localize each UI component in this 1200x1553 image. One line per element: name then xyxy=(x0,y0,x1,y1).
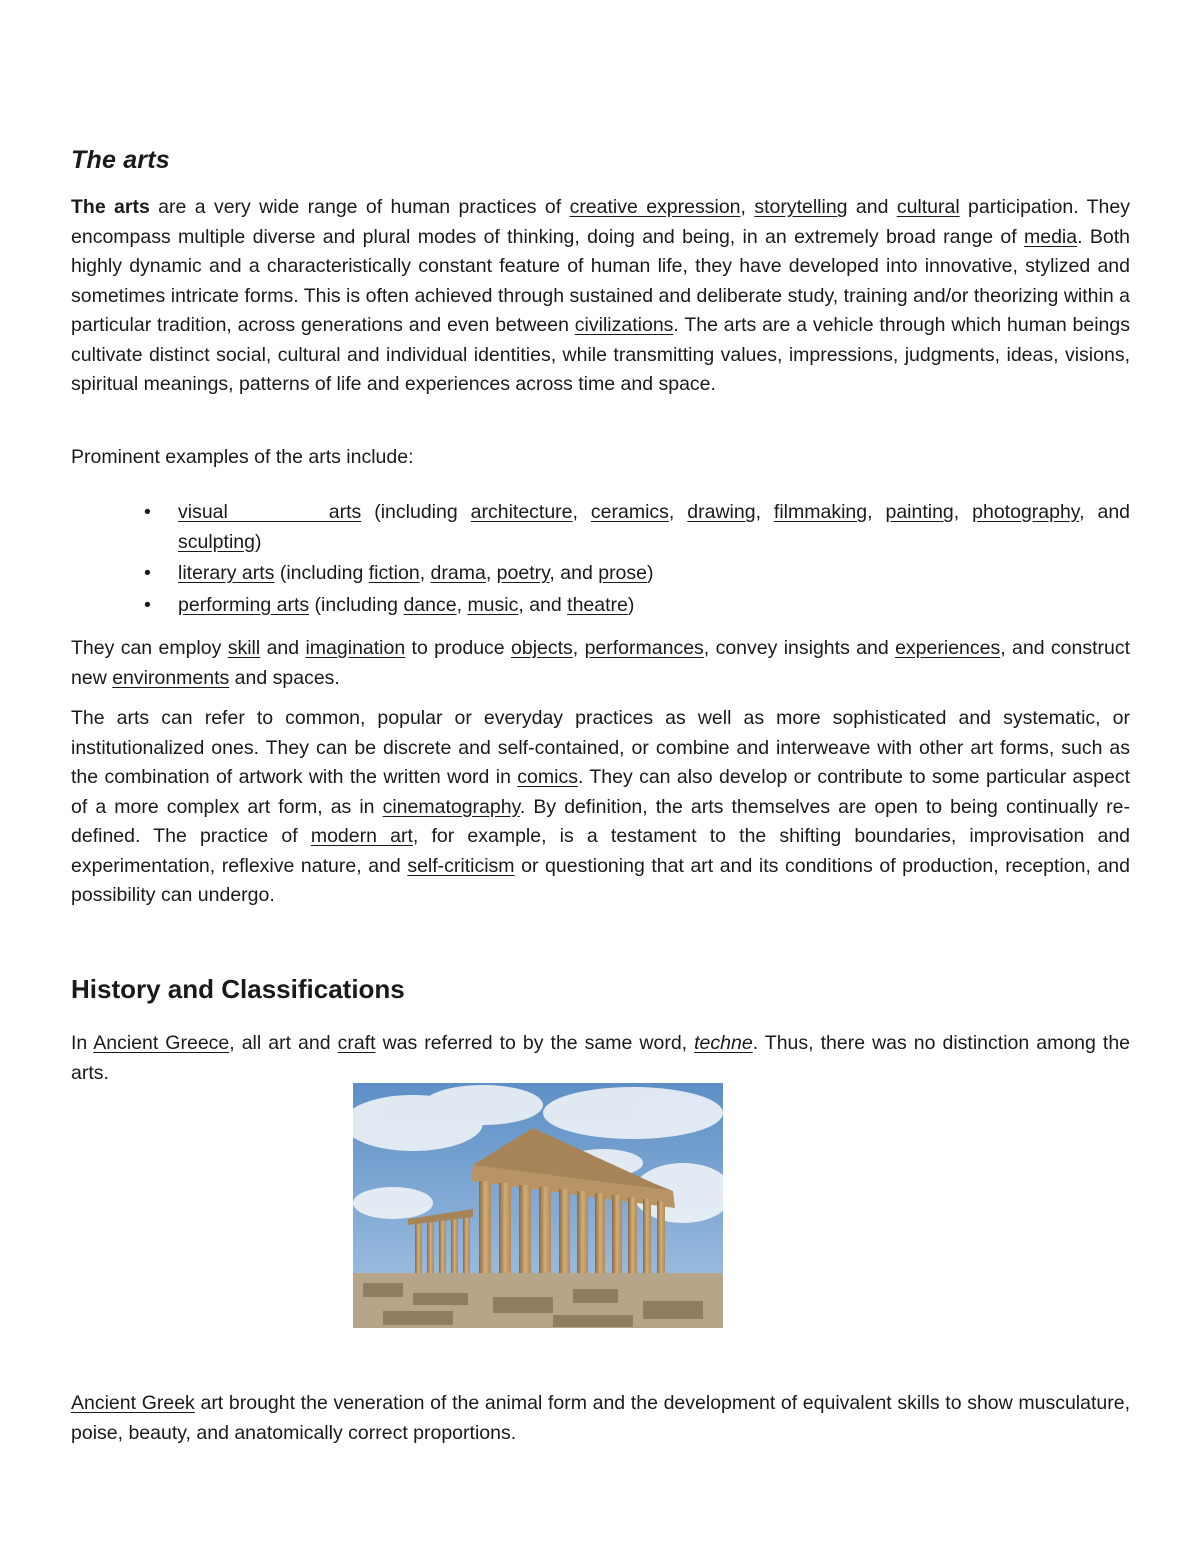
link-prose[interactable]: prose xyxy=(598,562,647,584)
link-painting[interactable]: painting xyxy=(885,501,954,523)
link-environments[interactable]: environments xyxy=(112,666,230,689)
link-filmmaking[interactable]: filmmaking xyxy=(773,501,868,523)
link-architecture[interactable]: architecture xyxy=(470,501,573,523)
link-poetry[interactable]: poetry xyxy=(496,562,550,584)
link-performances[interactable]: performances xyxy=(584,637,704,659)
list-item-performing-arts: • performing arts (including dance, music, and theatre) xyxy=(178,591,1130,621)
parthenon-photo xyxy=(353,1083,723,1328)
link-skill[interactable]: skill xyxy=(227,637,261,659)
link-techne[interactable]: techne xyxy=(694,1032,753,1054)
history-heading: History and Classifications xyxy=(71,974,405,1004)
link-experiences[interactable]: experiences xyxy=(895,637,1001,659)
link-drawing[interactable]: drawing xyxy=(687,501,756,523)
link-storytelling[interactable]: storytelling xyxy=(754,196,848,218)
link-visual-arts[interactable]: visual arts xyxy=(178,501,362,523)
link-literary-arts[interactable]: literary arts xyxy=(178,562,275,584)
link-ancient-greece[interactable]: Ancient Greece xyxy=(93,1032,230,1054)
parthenon-illustration xyxy=(353,1083,723,1328)
list-item-visual-arts: • visual arts (including architecture, ceramics, drawing, filmmaking, painting, photography, and sculpting) xyxy=(178,498,1130,557)
greek-art-paragraph: Ancient Greek art brought the veneration of the animal form and the development of equivalent skills to show musculature, poise, beauty, and anatomically correct proportions. xyxy=(71,1392,1131,1444)
link-music[interactable]: music xyxy=(467,593,519,616)
examples-list xyxy=(71,498,1130,622)
link-performing-arts[interactable]: performing arts xyxy=(178,593,310,616)
link-theatre[interactable]: theatre xyxy=(567,593,628,616)
link-modern-art[interactable]: modern art xyxy=(310,825,413,847)
link-fiction[interactable]: fiction xyxy=(368,562,420,584)
ancient-greece-paragraph: In Ancient Greece, all art and craft was referred to by the same word, techne. Thus, there was no distinction among the arts. xyxy=(71,1032,1131,1084)
list-item-literary-arts: • literary arts (including fiction, drama, poetry, and prose) xyxy=(178,559,1130,589)
intro-paragraph: The arts are a very wide range of human practices of creative expression, storytelling and cultural participation. They encompass multiple diverse and plural modes of thinking, doing and being, in an extremely broad range of media. Both highly dynamic and a characteristically constant feature of human life, they have developed into innovative, stylized and sometimes intricate forms. This is often achieved through sustained and deliberate study, training and/or theorizing within a particular tradition, across generations and even between civilizations. The arts are a vehicle through which human beings cultivate distinct social, cultural and individual identities, while transmitting values, impressions, judgments, ideas, visions, spiritual meanings, patterns of life and experiences across time and space. xyxy=(71,196,1130,395)
link-self-criticism[interactable]: self-criticism xyxy=(407,854,515,877)
link-ceramics[interactable]: ceramics xyxy=(590,501,669,523)
link-sculpting[interactable]: sculpting xyxy=(178,530,255,553)
link-dance[interactable]: dance xyxy=(403,593,457,616)
link-civilizations[interactable]: civilizations xyxy=(574,314,674,336)
link-comics[interactable]: comics xyxy=(517,766,578,788)
page-title: The arts xyxy=(71,146,170,174)
link-craft[interactable]: craft xyxy=(337,1032,376,1054)
link-ancient-greek[interactable]: Ancient Greek xyxy=(71,1392,195,1414)
link-creative-expression[interactable]: creative expression xyxy=(569,196,741,218)
common-practices-paragraph: The arts can refer to common, popular or everyday practices as well as more sophisticated and systematic, or institutionalized ones. They can be discrete and self-contained, or combine and interweave with other art forms, such as the combination of artwork with the written word in comics. They can also develop or contribute to some particular aspect of a more complex art form, as in cinematography. By definition, the arts themselves are open to being continually re-defined. The practice of modern art, for example, is a testament to the shifting boundaries, improvisation and experimentation, reflexive nature, and self-criticism or questioning that art and its conditions of production, reception, and possibility can undergo. xyxy=(71,707,1131,906)
link-imagination[interactable]: imagination xyxy=(305,637,406,659)
link-photography[interactable]: photography xyxy=(972,501,1080,523)
examples-intro: Prominent examples of the arts include: xyxy=(71,446,414,468)
link-objects[interactable]: objects xyxy=(511,637,573,659)
skills-paragraph: They can employ skill and imagination to produce objects, performances, convey insights and experiences, and construct new environments and spaces. xyxy=(71,637,1131,689)
link-cultural[interactable]: cultural xyxy=(896,196,960,218)
link-cinematography[interactable]: cinematography xyxy=(382,795,520,818)
link-drama[interactable]: drama xyxy=(430,562,486,584)
link-media[interactable]: media xyxy=(1024,225,1078,248)
intro-lead: The arts xyxy=(71,196,150,218)
